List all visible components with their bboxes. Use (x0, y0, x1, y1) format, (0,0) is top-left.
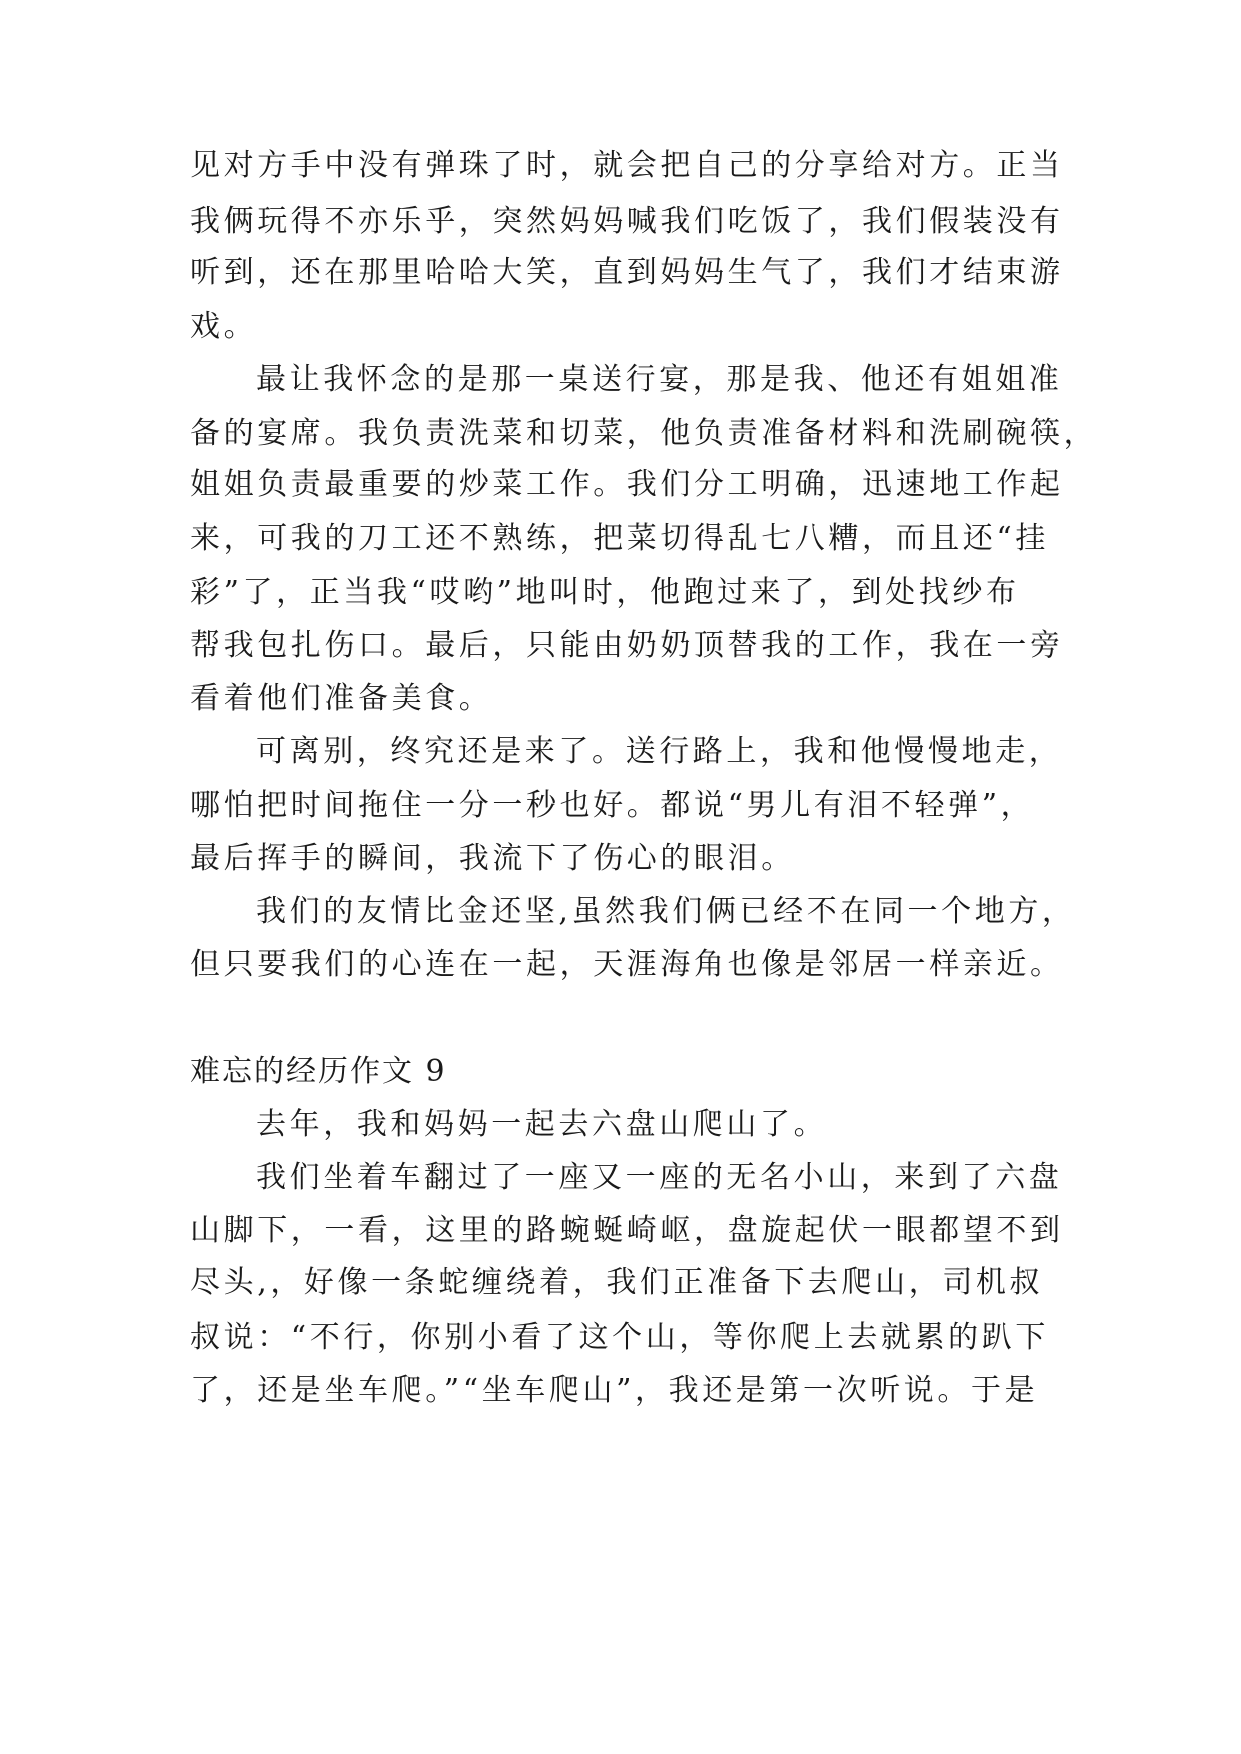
text-line: 尽头,，好像一条蛇缠绕着，我们正准备下去爬山，司机叔 (190, 1265, 1044, 1300)
text-line: 山脚下，一看，这里的路蜿蜒崎岖，盘旋起伏一眼都望不到 (190, 1213, 1064, 1248)
text-line: 姐姐负责最重要的炒菜工作。我们分工明确，迅速地工作起 (190, 467, 1064, 502)
text-line: 听到，还在那里哈哈大笑，直到妈妈生气了，我们才结束游 (190, 255, 1064, 290)
text-line: 我们坐着车翻过了一座又一座的无名小山，来到了六盘 (256, 1160, 1063, 1195)
text-line: 了，还是坐车爬。”“坐车爬山”，我还是第一次听说。于是 (190, 1373, 1039, 1408)
text-line: 见对方手中没有弹珠了时，就会把自己的分享给对方。正当 (190, 148, 1064, 183)
text-line: 去年，我和妈妈一起去六盘山爬山了。 (256, 1107, 828, 1142)
text-line: 最让我怀念的是那一桌送行宴，那是我、他还有姐姐准 (256, 362, 1063, 397)
text-line: 但只要我们的心连在一起，天涯海角也像是邻居一样亲近。 (190, 947, 1064, 982)
text-line: 看着他们准备美食。 (190, 681, 493, 716)
text-line: 我俩玩得不亦乐乎，突然妈妈喊我们吃饭了，我们假装没有 (190, 204, 1064, 239)
text-line: 可离别，终究还是来了。送行路上，我和他慢慢地走， (256, 734, 1063, 769)
text-line: 帮我包扎伤口。最后，只能由奶奶顶替我的工作，我在一旁 (190, 628, 1064, 663)
section-heading: 难忘的经历作文 9 (190, 1054, 447, 1089)
text-line: 哪怕把时间拖住一分一秒也好。都说“男儿有泪不轻弹”， (190, 788, 1035, 823)
text-line: 备的宴席。我负责洗菜和切菜，他负责准备材料和洗刷碗筷， (190, 416, 1098, 451)
text-line: 彩”了，正当我“哎哟”地叫时，他跑过来了，到处找纱布 (190, 575, 1020, 610)
text-line: 来，可我的刀工还不熟练，把菜切得乱七八糟，而且还“挂 (190, 521, 1049, 556)
text-line: 最后挥手的瞬间，我流下了伤心的眼泪。 (190, 841, 795, 876)
text-line: 我们的友情比金还坚,虽然我们俩已经不在同一个地方， (256, 894, 1076, 929)
text-line: 叔说：“不行，你别小看了这个山，等你爬上去就累的趴下 (190, 1320, 1049, 1355)
text-line: 戏。 (190, 309, 258, 344)
